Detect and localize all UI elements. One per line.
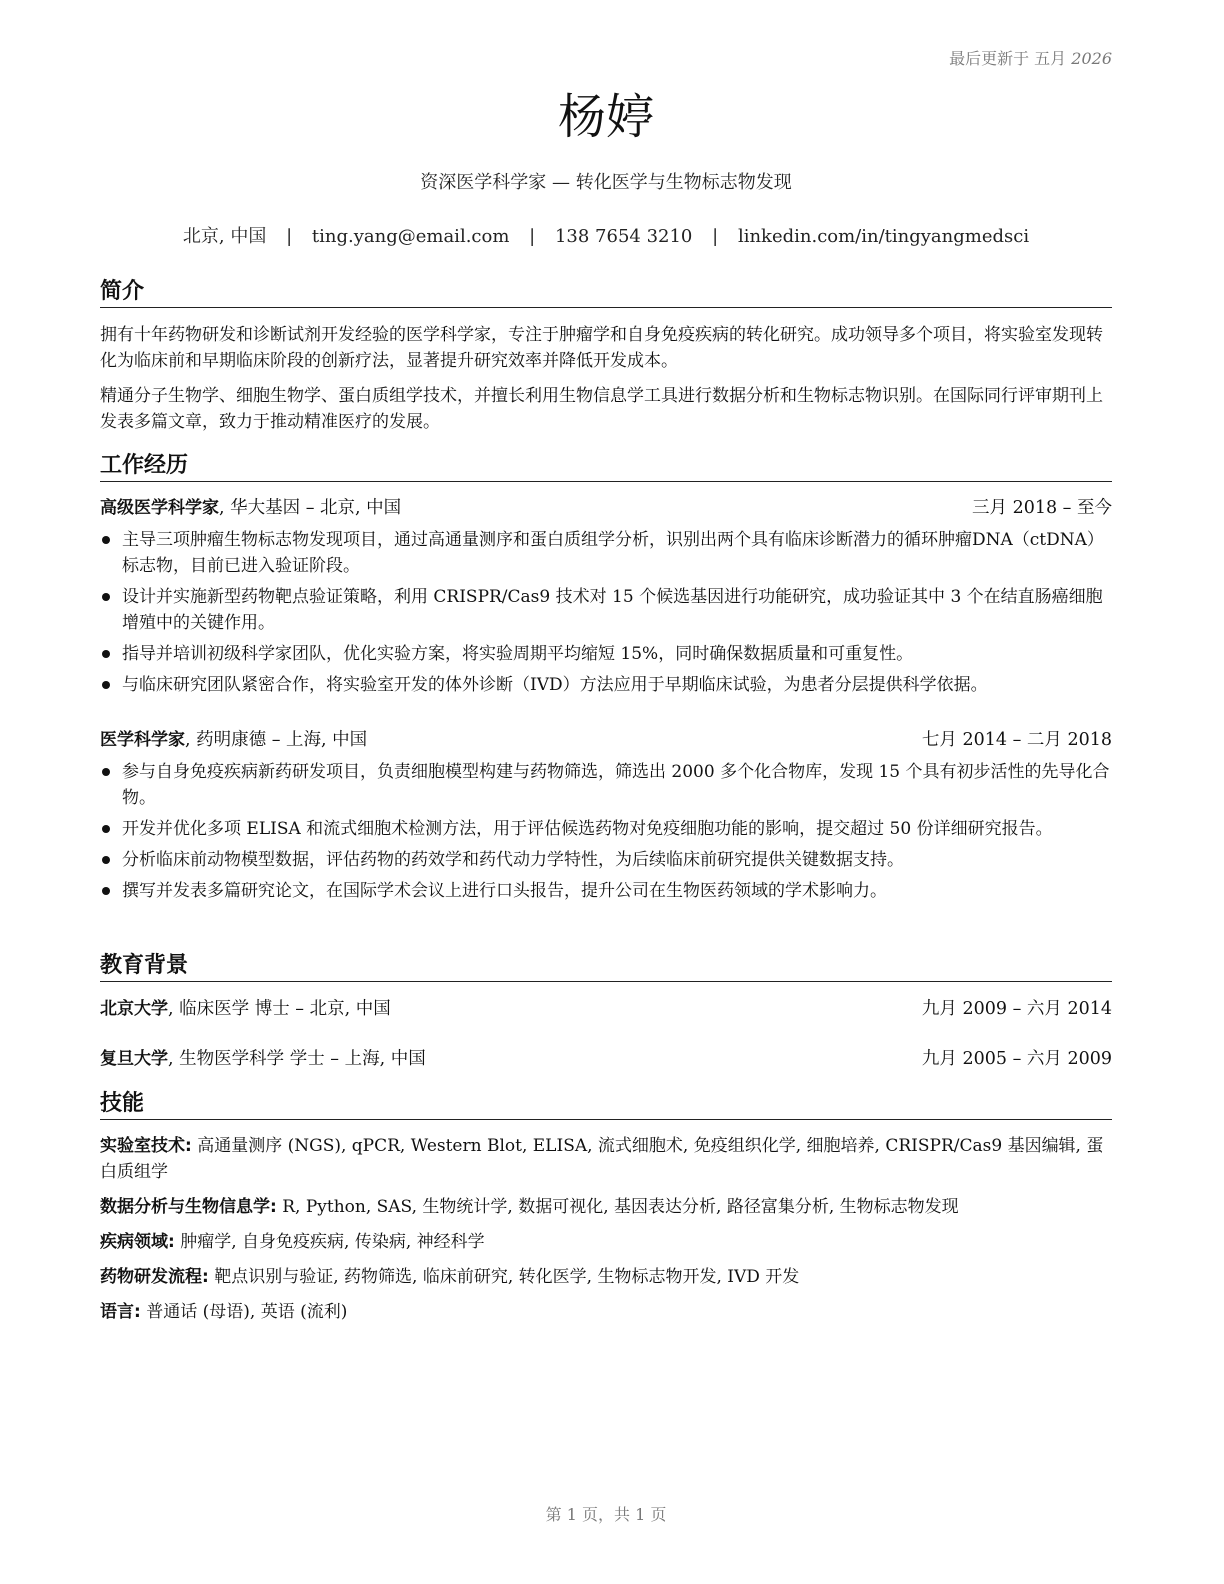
summary-paragraph: 拥有十年药物研发和诊断试剂开发经验的医学科学家，专注于肿瘤学和自身免疫疾病的转化研究。成功领导多个项目，将实验室发现转化为临床前和早期临床阶段的创新疗法，显著提升研究效率并降低开发成本。 — [100, 325, 1103, 371]
job-org: , 华大基因 – 北京, 中国 — [219, 498, 402, 518]
skill-line — [100, 1229, 1112, 1255]
skill-line — [100, 1194, 1112, 1220]
bullet-dot — [102, 650, 110, 658]
bullet-dot — [102, 856, 110, 864]
skill-value: R, Python, SAS, 生物统计学, 数据可视化, 基因表达分析, 路径富集分析, 生物标志物发现 — [276, 1197, 959, 1217]
job-dates: 七月 2014 – 二月 2018 — [921, 730, 1112, 750]
bullet-dot — [102, 536, 110, 544]
bullet-item — [100, 584, 1112, 636]
bullet-dot — [102, 825, 110, 833]
bullet-text: 参与自身免疫疾病新药研发项目，负责细胞模型构建与药物筛选，筛选出 2000 多个化合物库，发现 15 个具有初步活性的先导化合物。 — [122, 762, 1110, 808]
section-heading-skills: 技能 — [100, 1090, 1112, 1120]
bullet-dot — [102, 887, 110, 895]
bullet-item — [100, 641, 1112, 667]
skill-label: 疾病领域: — [100, 1232, 175, 1252]
bullet-item — [100, 759, 1112, 811]
job-bullets — [100, 527, 1112, 703]
bullet-dot — [102, 681, 110, 689]
skill-value: 普通话 (母语), 英语 (流利) — [140, 1302, 348, 1322]
job-bullets — [100, 759, 1112, 909]
bullet-text: 主导三项肿瘤生物标志物发现项目，通过高通量测序和蛋白质组学分析，识别出两个具有临床诊断潜力的循环肿瘤DNA（ctDNA）标志物，目前已进入验证阶段。 — [122, 530, 1104, 576]
job-dates: 三月 2018 – 至今 — [972, 498, 1112, 518]
education-dates: 九月 2009 – 六月 2014 — [921, 999, 1112, 1019]
contact-phone: 138 7654 3210 — [554, 226, 693, 247]
education-dates: 九月 2005 – 六月 2009 — [921, 1049, 1112, 1069]
last-updated-year: 2026 — [1071, 49, 1112, 68]
bullet-item — [100, 672, 1112, 698]
skill-label: 药物研发流程: — [100, 1267, 209, 1287]
contact-linkedin[interactable]: linkedin.com/in/tingyangmedsci — [737, 226, 1030, 247]
education-school: 复旦大学 — [100, 1049, 168, 1069]
contact-separator: | — [286, 226, 293, 247]
skill-label: 实验室技术: — [100, 1136, 192, 1156]
skill-line — [100, 1264, 1112, 1290]
bullet-item — [100, 847, 1112, 873]
last-updated-label: 最后更新于 五月 — [949, 49, 1067, 68]
skill-value: 肿瘤学, 自身免疫疾病, 传染病, 神经科学 — [174, 1232, 485, 1252]
skill-label: 数据分析与生物信息学: — [100, 1197, 277, 1217]
education-detail: , 临床医学 博士 – 北京, 中国 — [168, 999, 391, 1019]
bullet-item — [100, 816, 1112, 842]
bullet-text: 开发并优化多项 ELISA 和流式细胞术检测方法，用于评估候选药物对免疫细胞功能的影响，提交超过 50 份详细研究报告。 — [122, 819, 1053, 839]
education-entry — [100, 996, 1112, 1022]
section-heading-experience: 工作经历 — [100, 452, 1112, 482]
section-heading-education: 教育背景 — [100, 952, 1112, 982]
job-header — [100, 495, 1112, 521]
job-role: 高级医学科学家 — [100, 498, 219, 518]
bullet-text: 设计并实施新型药物靶点验证策略，利用 CRISPR/Cas9 技术对 15 个候选基因进行功能研究，成功验证其中 3 个在结直肠癌细胞增殖中的关键作用。 — [122, 587, 1103, 633]
bullet-text: 指导并培训初级科学家团队，优化实验方案，将实验周期平均缩短 15%，同时确保数据质量和可重复性。 — [122, 644, 914, 664]
skill-line — [100, 1299, 1112, 1325]
contact-separator: | — [529, 226, 536, 247]
bullet-dot — [102, 593, 110, 601]
job-header — [100, 727, 1112, 753]
candidate-title: 资深医学科学家 — 转化医学与生物标志物发现 — [420, 172, 792, 193]
education-school: 北京大学 — [100, 999, 168, 1019]
page-footer: 第 1 页，共 1 页 — [545, 1505, 667, 1524]
contact-separator: | — [712, 226, 719, 247]
skill-line — [100, 1133, 1112, 1185]
job-role: 医学科学家 — [100, 730, 185, 750]
resume-page — [100, 0, 1112, 1584]
contact-email[interactable]: ting.yang@email.com — [311, 226, 510, 247]
bullet-text: 撰写并发表多篇研究论文，在国际学术会议上进行口头报告，提升公司在生物医药领域的学术影响力。 — [122, 881, 887, 901]
last-updated — [949, 46, 1112, 69]
contact-line — [100, 224, 1112, 250]
candidate-name: 杨婷 — [557, 89, 654, 145]
bullet-text: 与临床研究团队紧密合作，将实验室开发的体外诊断（IVD）方法应用于早期临床试验，为患者分层提供科学依据。 — [122, 675, 988, 695]
bullet-item — [100, 878, 1112, 904]
bullet-item — [100, 527, 1112, 579]
section-heading-summary: 简介 — [100, 278, 1112, 308]
summary-paragraph: 精通分子生物学、细胞生物学、蛋白质组学技术，并擅长利用生物信息学工具进行数据分析和生物标志物识别。在国际同行评审期刊上发表多篇文章，致力于推动精准医疗的发展。 — [100, 386, 1103, 432]
bullet-text: 分析临床前动物模型数据，评估药物的药效学和药代动力学特性，为后续临床前研究提供关键数据支持。 — [122, 850, 904, 870]
education-detail: , 生物医学科学 学士 – 上海, 中国 — [168, 1049, 426, 1069]
skill-value: 靶点识别与验证, 药物筛选, 临床前研究, 转化医学, 生物标志物开发, IVD 开发 — [208, 1267, 800, 1287]
skill-value: 高通量测序 (NGS), qPCR, Western Blot, ELISA, 流式细胞术, 免疫组织化学, 细胞培养, CRISPR/Cas9 基因编辑, 蛋白质组学 — [100, 1136, 1104, 1182]
skill-label: 语言: — [100, 1302, 141, 1322]
bullet-dot — [102, 768, 110, 776]
contact-location: 北京, 中国 — [182, 226, 267, 247]
education-entry — [100, 1046, 1112, 1072]
job-org: , 药明康德 – 上海, 中国 — [185, 730, 368, 750]
